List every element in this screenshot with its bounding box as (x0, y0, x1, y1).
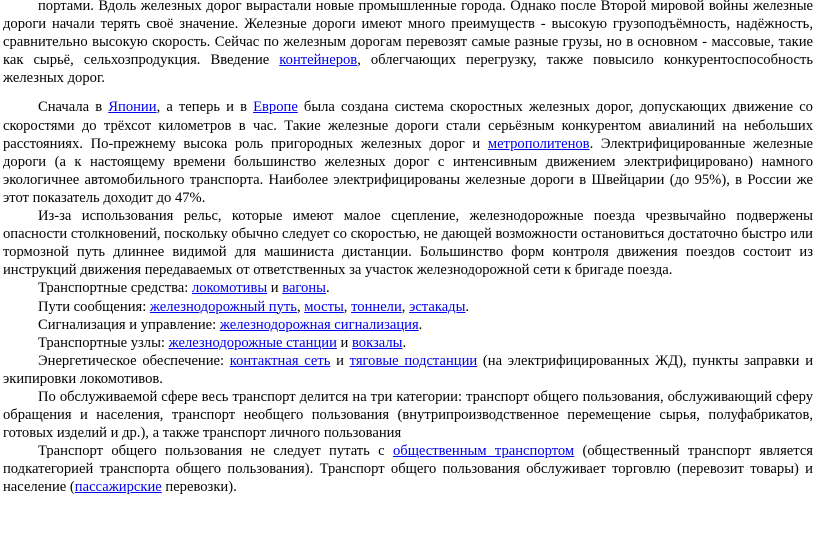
text-run: и (336, 334, 353, 351)
link-lokomotivy[interactable]: локомотивы (191, 280, 268, 297)
paragraph-routes (0, 298, 816, 316)
text-run: (на электрифицированных ЖД), пункты заправки и экипировки локомотивов. (3, 352, 813, 387)
link-passazhirskie[interactable]: пассажирские (74, 479, 162, 496)
text-run: портами. Вдоль железных дорог вырастали новые промышленные города. Однако после Второй мировой войны железные дороги начали терять своё значение. Железные дороги имеют много преимуществ - высокую грузоподъёмность, надёжность, сравнительно высокую скорость. Сейчас по железным дорогам перевозят самые разные грузы, но в основном - массовые, такие как сырьё, сельхозпродукция. Введение (3, 0, 813, 69)
paragraph-categories (0, 388, 816, 442)
text-run: Сначала в (38, 99, 109, 116)
text-run: Пути сообщения: (38, 298, 150, 315)
text-run: . Электрифицированные железные дороги (а к настоящему времени большинство железных дорог с интенсивным движением электрифицировано) намного экологичнее автомобильного транспорта. Наиболее электрифицированы железные дороги в Швейцарии (до 95%), в России же этот показатель доходит до 47%. (3, 135, 813, 206)
paragraph-energy (0, 352, 816, 388)
paragraph-vehicles (0, 279, 816, 297)
text-run: Транспортные средства: (38, 280, 192, 297)
link-yaponiya[interactable]: Японии (108, 99, 157, 116)
text-run: перевозки). (161, 479, 237, 496)
text-run: Транспорт общего пользования не следует путать с (38, 443, 393, 460)
text-run: , (401, 298, 410, 315)
text-run: , (296, 298, 305, 315)
link-metropoliteny[interactable]: метрополитенов (487, 135, 590, 152)
text-run: . (465, 298, 470, 315)
paragraph-safety (0, 207, 816, 279)
text-run: , а теперь и в (156, 99, 254, 116)
text-run: Из-за использования рельс, которые имеют малое сцепление, железнодорожные поезда чрезвычайно подвержены опасности столкновений, поскольку обычно следует со скоростью, не дающей возможности остановиться достаточно быстро или тормозной путь длиннее видимой для машиниста дистанции. Большинство форм контроля движения поездов состоит из инструкций движения передаваемых от ответственных за участок железнодорожной сети к бригаде поезда. (3, 208, 813, 279)
link-vokzaly[interactable]: вокзалы (352, 334, 403, 351)
text-run: (общественный транспорт является подкатегорией транспорта общего пользования). Транспорт общего пользования обслуживает торговлю (перевозит товары) и население ( (3, 443, 814, 496)
text-run: была создана система скоростных железных дорог, допускающих движение со скоростями до трёхсот километров в час. Такие железные дороги стали серьёзным конкурентом авиалиний на небольших расстояниях. По-прежнему высока роль пригородных железных дорог и (3, 99, 813, 152)
paragraph-high-speed-rail (0, 98, 816, 207)
paragraph-public-transport (0, 442, 816, 496)
link-evropa[interactable]: Европе (253, 99, 298, 116)
text-run: Сигнализация и управление: (38, 316, 220, 333)
text-run: . (325, 280, 330, 297)
link-signalizatsiya[interactable]: железнодорожная сигнализация (219, 316, 419, 333)
text-run: и (330, 352, 350, 369)
link-kontaktnaya-set[interactable]: контактная сеть (229, 352, 331, 369)
text-run: , (343, 298, 352, 315)
text-run: . (402, 334, 407, 351)
link-zheleznodorozhny-put[interactable]: железнодорожный путь (149, 298, 297, 315)
link-estakady[interactable]: эстакады (409, 298, 466, 315)
paragraph-hubs (0, 334, 816, 352)
link-obshchestvenny-transport[interactable]: общественным транспортом (392, 443, 575, 460)
paragraph-signalling (0, 316, 816, 334)
text-run: Транспортные узлы: (38, 334, 169, 351)
link-tonneli[interactable]: тоннели (351, 298, 402, 315)
text-run: , облегчающих перегрузку, также повысило конкурентоспособность железных дорог. (3, 52, 813, 87)
link-vagony[interactable]: вагоны (282, 280, 326, 297)
text-run: Энергетическое обеспечение: (38, 352, 230, 369)
link-stantsii[interactable]: железнодорожные станции (168, 334, 337, 351)
text-run: и (267, 280, 283, 297)
paragraph-railway-history (0, 0, 816, 87)
link-mosty[interactable]: мосты (304, 298, 344, 315)
link-konteinery[interactable]: контейнеров (279, 52, 358, 69)
text-run: По обслуживаемой сфере весь транспорт делится на три категории: транспорт общего пользования, обслуживающий сферу обращения и населения, транспорт необщего пользования (внутрипроизводственное перемещение сырья, полуфабрикатов, готовых изделий и др.), а также транспорт личного пользования (3, 388, 813, 442)
link-tyagovye-podstantsii[interactable]: тяговые подстанции (349, 352, 478, 369)
text-run: . (418, 316, 423, 333)
